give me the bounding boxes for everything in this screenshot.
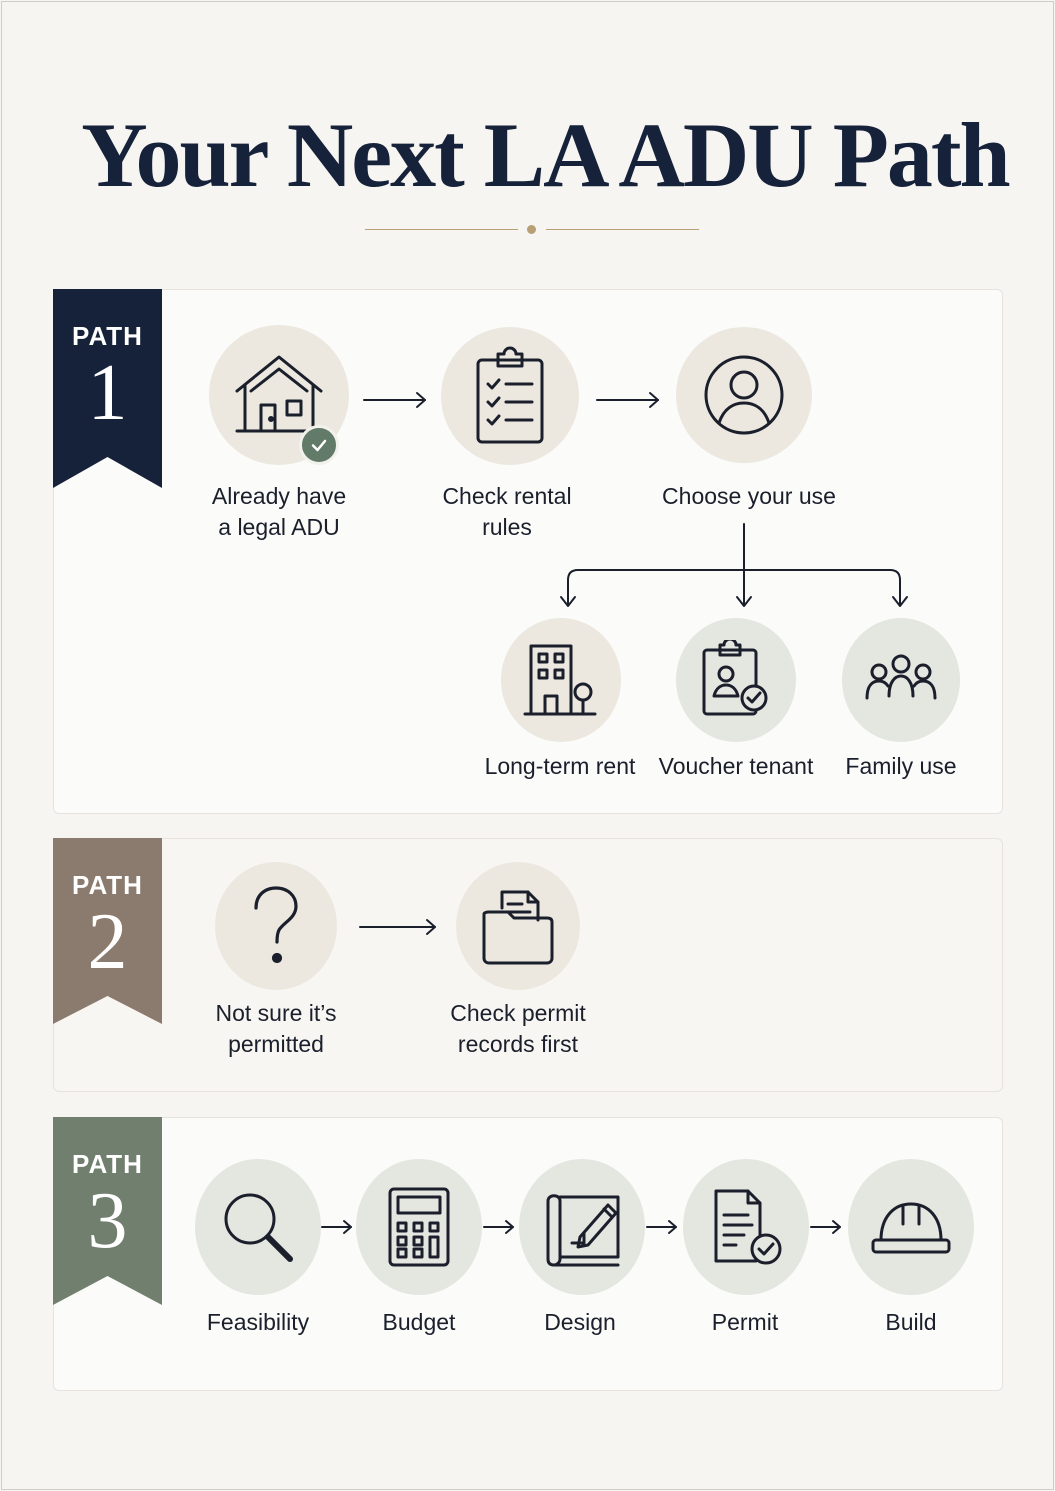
page-title: Your Next LA ADU Path bbox=[81, 104, 1009, 206]
magnifier-icon bbox=[218, 1187, 298, 1267]
path-2-step-2-circle bbox=[456, 862, 580, 990]
document-check-icon bbox=[706, 1185, 786, 1269]
title-divider-right bbox=[546, 229, 699, 230]
path-2-ribbon bbox=[53, 838, 162, 1024]
path-1-step-3-circle bbox=[676, 327, 812, 463]
path-3-ribbon-label: PATH bbox=[72, 1149, 143, 1179]
path-2-ribbon-number: 2 bbox=[87, 898, 128, 986]
path-2-ribbon-label: PATH bbox=[72, 870, 143, 900]
arrow-right-icon bbox=[321, 1218, 353, 1236]
path-3-ribbon-number: 3 bbox=[87, 1177, 128, 1265]
title-divider-dot bbox=[527, 225, 536, 234]
calculator-icon bbox=[386, 1185, 452, 1269]
path-1-step-1-label: Already have a legal ADU bbox=[211, 483, 347, 540]
apartment-building-icon bbox=[523, 640, 599, 720]
path-1-branch-1-label: Long-term rent bbox=[484, 753, 636, 779]
path-1-step-2-circle bbox=[441, 327, 579, 465]
folder-documents-icon bbox=[476, 884, 560, 968]
path-2-step-1-circle bbox=[215, 862, 337, 990]
arrow-right-icon bbox=[596, 391, 660, 409]
path-1-branch-2-circle bbox=[676, 618, 796, 742]
path-2-step-1-label: Not sure it’s permitted bbox=[215, 1000, 337, 1057]
path-1-step-3-label: Choose your use bbox=[662, 483, 836, 509]
path-3-step-5-label: Build bbox=[885, 1309, 937, 1335]
path-3-step-3-circle bbox=[519, 1159, 645, 1295]
path-3-step-4-label: Permit bbox=[711, 1309, 779, 1335]
blueprint-pencil-icon bbox=[540, 1185, 624, 1269]
arrow-right-icon bbox=[363, 391, 427, 409]
clipboard-checklist-icon bbox=[470, 346, 550, 446]
path-3-step-2-label: Budget bbox=[382, 1309, 456, 1335]
path-1-ribbon-label: PATH bbox=[72, 321, 143, 351]
path-3-step-1-circle bbox=[195, 1159, 321, 1295]
person-icon bbox=[702, 353, 786, 437]
check-badge-icon bbox=[299, 425, 339, 465]
path-1-step-2-label: Check rental rules bbox=[442, 483, 572, 540]
path-1-branch-3-label: Family use bbox=[845, 753, 957, 779]
path-1-ribbon bbox=[53, 289, 162, 488]
family-icon bbox=[861, 650, 941, 710]
path-1-branch-3-circle bbox=[842, 618, 960, 742]
path-3-step-5-circle bbox=[848, 1159, 974, 1295]
path-2-step-2-label: Check permit records first bbox=[450, 1000, 586, 1057]
path-3-step-2-circle bbox=[356, 1159, 482, 1295]
path-3-ribbon bbox=[53, 1117, 162, 1305]
arrow-right-icon bbox=[810, 1218, 842, 1236]
path-3-step-1-label: Feasibility bbox=[206, 1309, 310, 1335]
path-1-branch-1-circle bbox=[501, 618, 621, 742]
path-3-step-3-label: Design bbox=[544, 1309, 616, 1335]
clipboard-person-check-icon bbox=[696, 640, 776, 720]
arrow-right-icon bbox=[359, 918, 437, 936]
question-mark-icon bbox=[246, 884, 306, 968]
path-3-step-4-circle bbox=[683, 1159, 809, 1295]
arrow-right-icon bbox=[646, 1218, 678, 1236]
arrow-right-icon bbox=[483, 1218, 515, 1236]
path-1-ribbon-number: 1 bbox=[87, 349, 128, 437]
path-1-branch-2-label: Voucher tenant bbox=[658, 753, 814, 779]
title-divider-left bbox=[365, 229, 518, 230]
hard-hat-icon bbox=[869, 1192, 953, 1262]
